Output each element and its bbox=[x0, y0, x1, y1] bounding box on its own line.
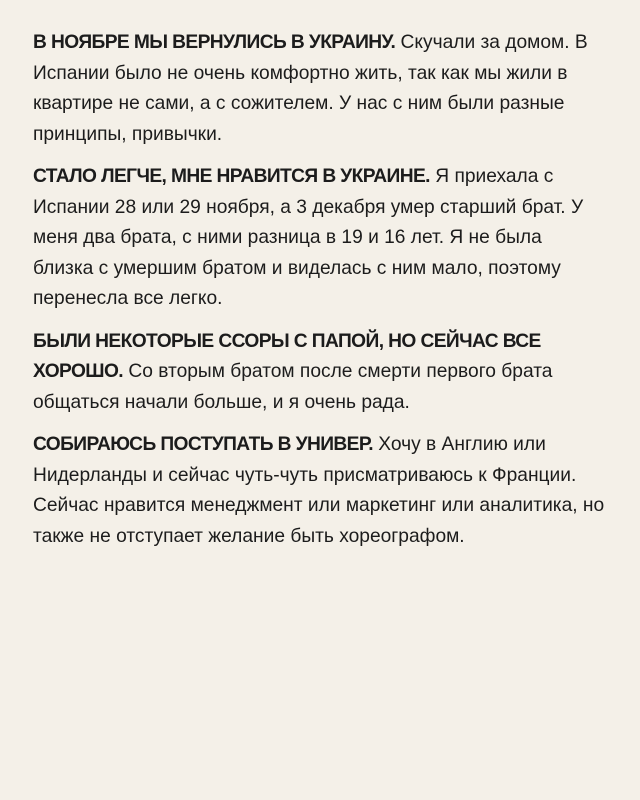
paragraph-lead: БЫЛИ НЕКОТОРЫЕ ССОРЫ С ПАПОЙ, НО СЕЙЧАС ВСЕ ХОРОШО. bbox=[33, 330, 541, 382]
paragraph-lead: В НОЯБРЕ МЫ ВЕРНУЛИСЬ В УКРАИНУ. bbox=[33, 32, 396, 53]
paragraph-lead: СОБИРАЮСЬ ПОСТУПАТЬ В УНИВЕР. bbox=[33, 434, 373, 455]
paragraph-text: Скучали за домом. В Испании было не очень комфортно жить, так как мы жили в квартире не сами, а с сожителем. У нас с ним были разные принципы, привычки. bbox=[33, 32, 588, 145]
paragraph-university-plans bbox=[33, 430, 606, 552]
paragraph-quarrels-with-dad bbox=[33, 327, 606, 419]
paragraph-text: Со вторым братом после смерти первого брата общаться начали больше, и я очень рада. bbox=[33, 361, 553, 413]
paragraph-text: Хочу в Англию или Нидерланды и сейчас чуть-чуть присматриваюсь к Франции. Сейчас нравится менеджмент или маркетинг или аналитика, но также не отступает желание быть хореографом. bbox=[33, 434, 605, 547]
paragraph-text: Я приехала с Испании 28 или 29 ноября, а 3 декабря умер старший брат. У меня два брата, с ними разница в 19 и 16 лет. Я не была близка с умершим братом и виделась с ним мало, поэтому перенесла все легко. bbox=[33, 166, 584, 309]
paragraph-return-to-ukraine bbox=[33, 28, 606, 150]
paragraph-lead: СТАЛО ЛЕГЧЕ, МНЕ НРАВИТСЯ В УКРАИНЕ. bbox=[33, 166, 430, 187]
paragraph-easier-in-ukraine bbox=[33, 162, 606, 315]
